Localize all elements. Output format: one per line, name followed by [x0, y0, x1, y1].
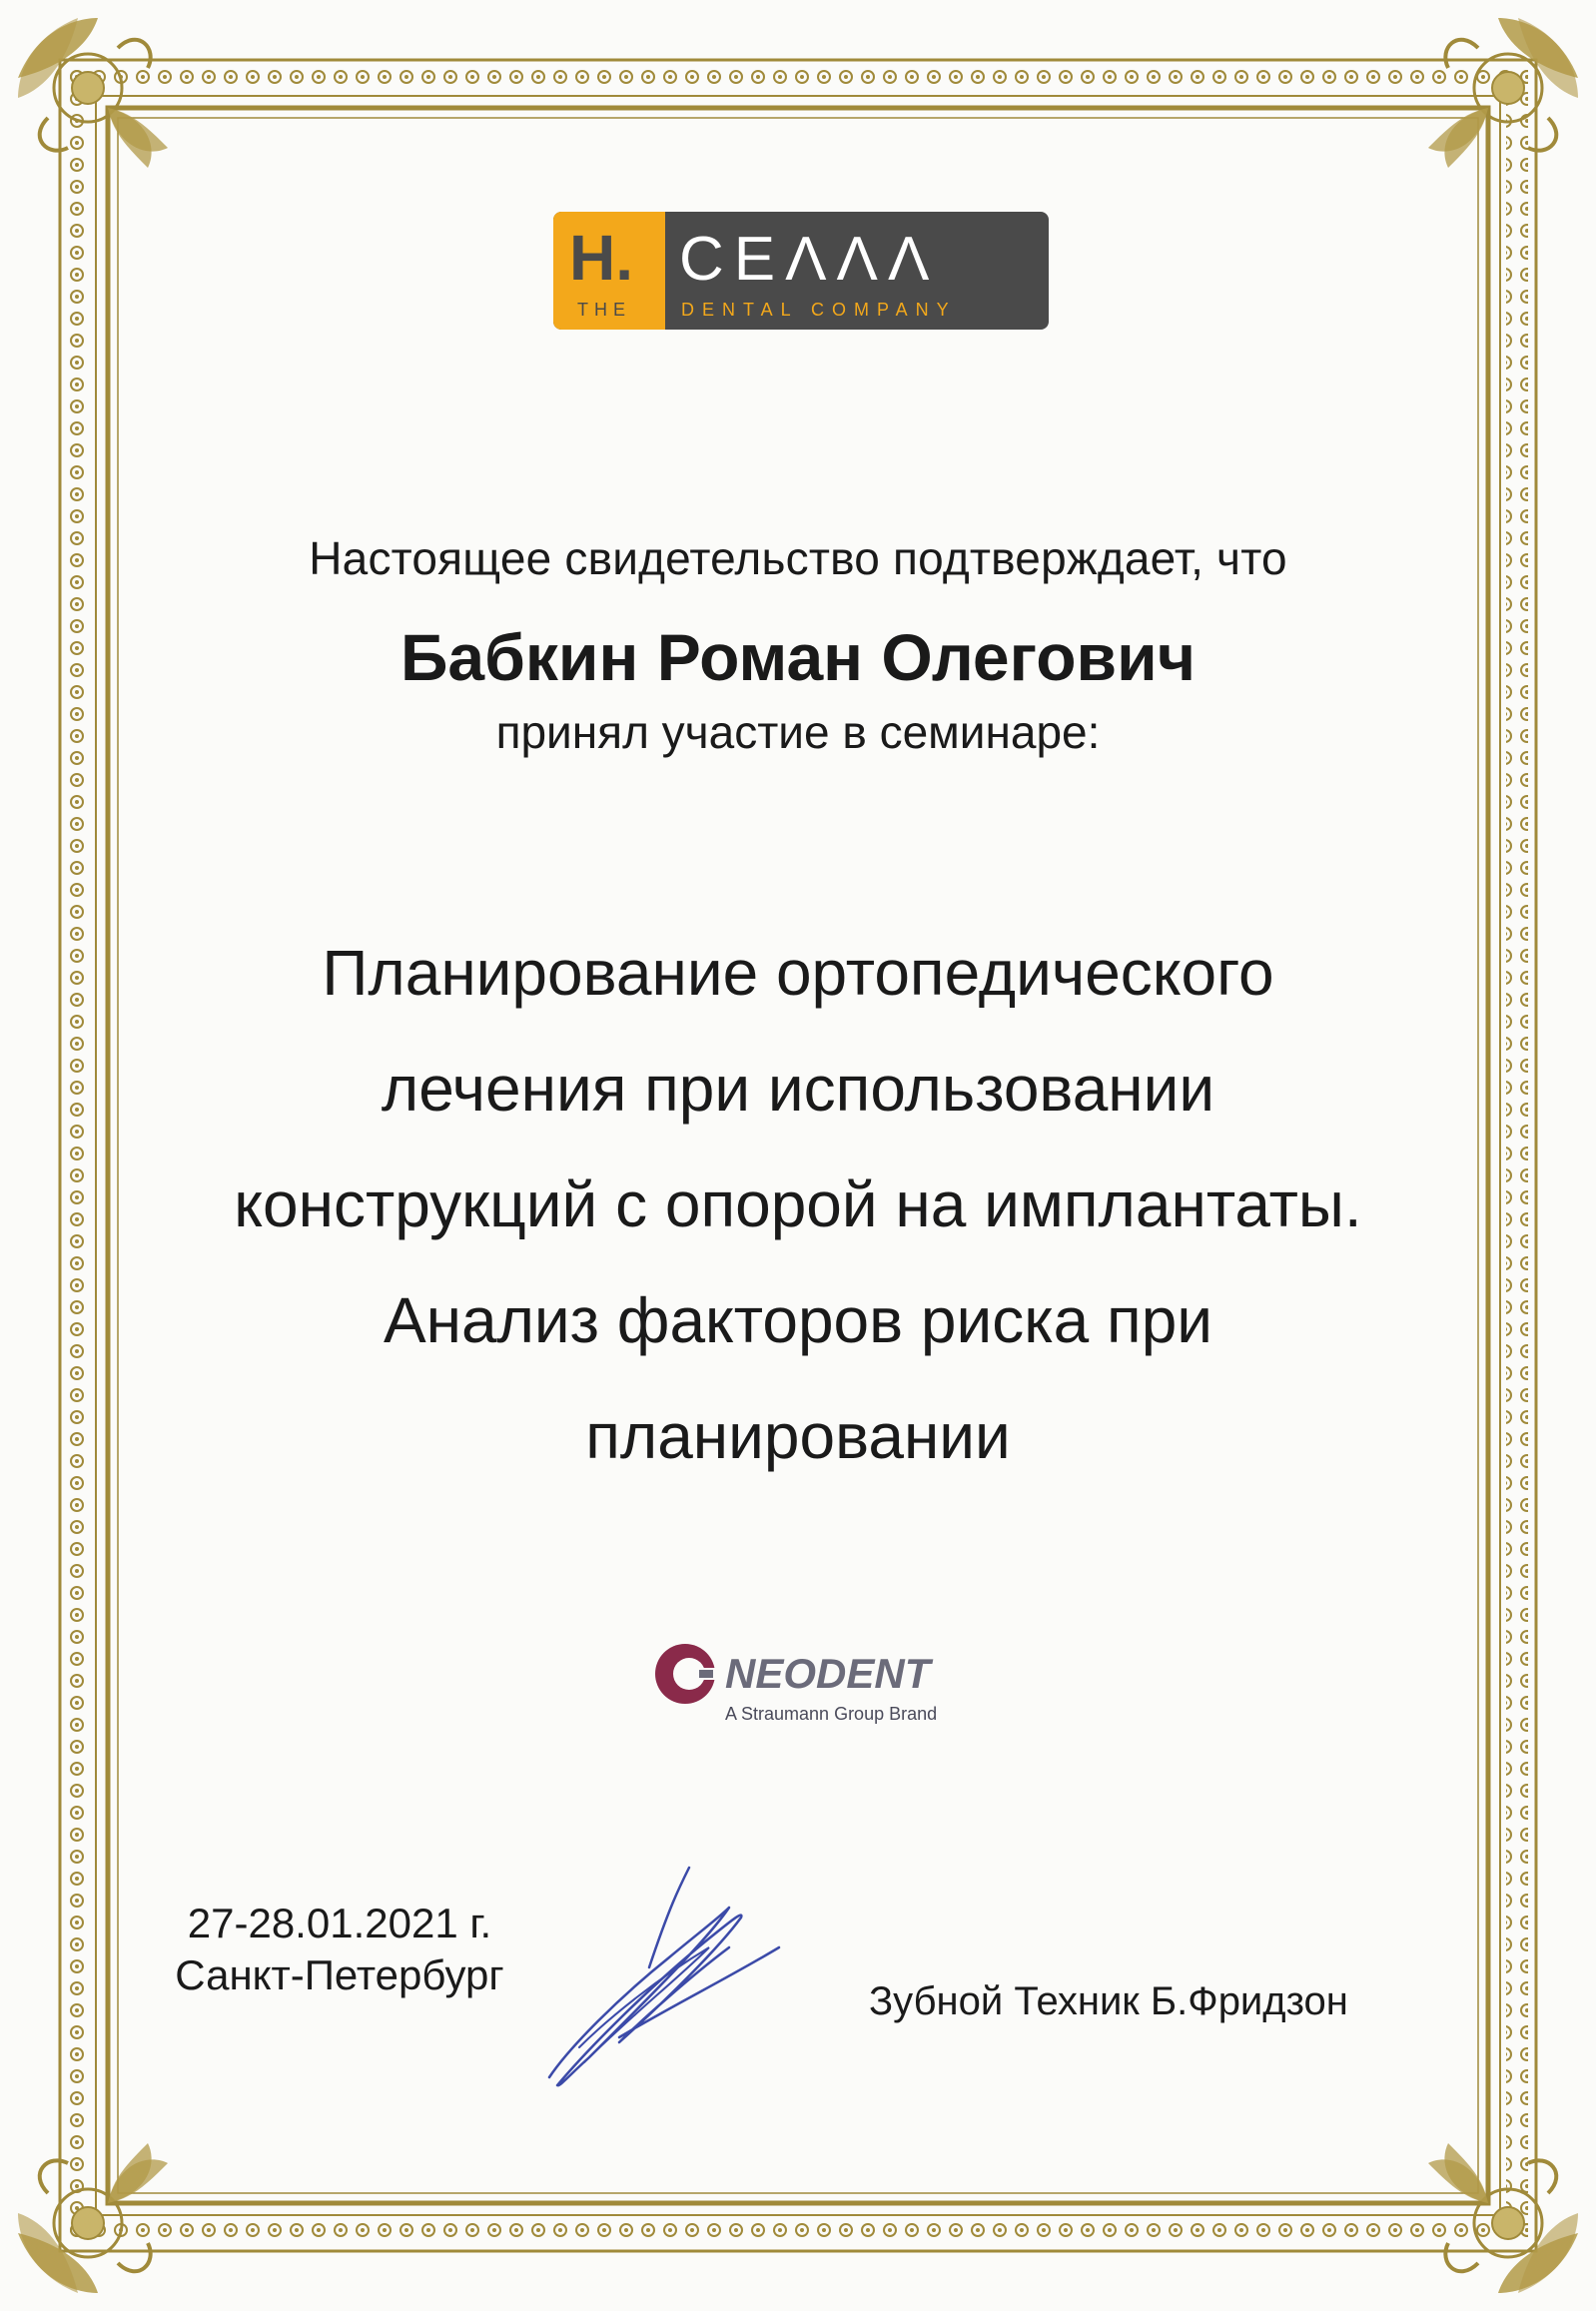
hcell-tagline-the: THE [577, 300, 631, 320]
certificate-intro: Настоящее свидетельство подтверждает, что [309, 532, 1287, 584]
seminar-city: Санкт-Петербург [175, 1951, 504, 1998]
handwritten-signature-icon [529, 1848, 789, 2097]
seminar-title-line: планировании [585, 1400, 1011, 1472]
seminar-title-line: лечения при использовании [381, 1053, 1215, 1125]
ornament-corner-icon [18, 18, 168, 168]
ornament-corner-icon [18, 2143, 168, 2293]
neodent-brand: NEODENT [725, 1650, 931, 1697]
seminar-title-line: конструкций с опорой на имплантаты. [234, 1168, 1362, 1240]
seminar-title-line: Планирование ортопедического [322, 937, 1274, 1009]
seminar-title-line: Анализ факторов риска при [383, 1284, 1213, 1356]
hcell-logo [553, 212, 1049, 330]
ornament-corner-icon [1428, 18, 1578, 168]
date-location [150, 1898, 529, 2001]
hcell-tagline-company: DENTAL COMPANY [681, 300, 957, 320]
ornament-corner-icon [1428, 2143, 1578, 2293]
hcell-mark: H. [569, 222, 633, 294]
neodent-tagline: A Straumann Group Brand [725, 1704, 938, 1724]
neodent-logo [649, 1638, 969, 1728]
seminar-date: 27-28.01.2021 г. [187, 1900, 492, 1946]
participation-text: принял участие в семинаре: [495, 706, 1101, 758]
recipient-name: Бабкин Роман Олегович [399, 620, 1197, 694]
hcell-word: CEΛΛΛ [679, 225, 940, 294]
seminar-title [0, 915, 1596, 1494]
signer-title: Зубной Техник Б.Фридзон [869, 1979, 1348, 2023]
